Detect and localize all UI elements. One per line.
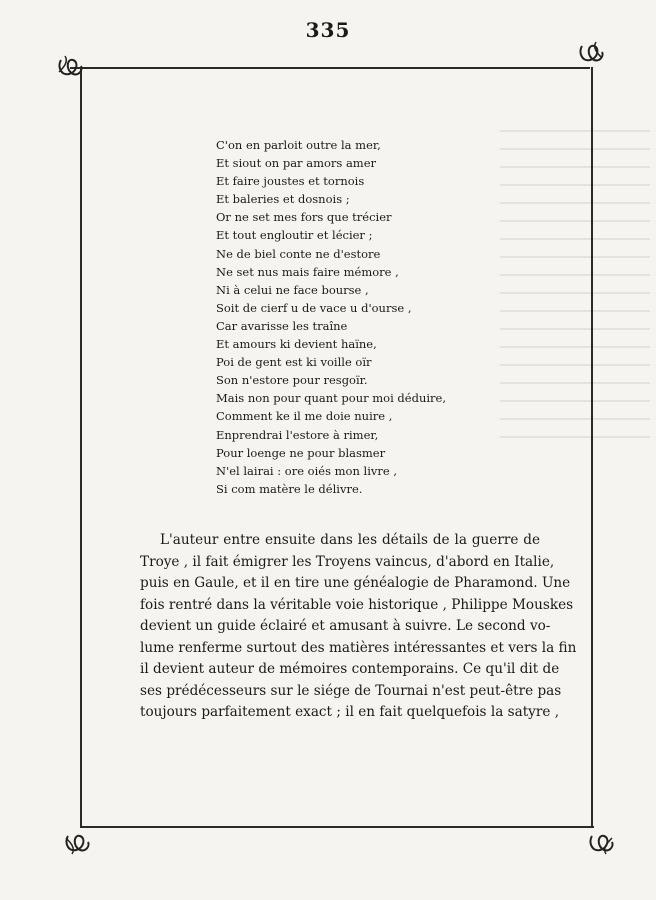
paragraph-line: devient un guide éclairé et amusant à suivre. Le second vo- (140, 618, 551, 634)
page-number: 335 (305, 18, 351, 42)
poem-line: Son n'estore pour resgoïr. (216, 373, 368, 388)
paragraph-line: L'auteur entre ensuite dans les détails de la guerre de (160, 532, 540, 548)
paragraph-line: Troye , il fait émigrer les Troyens vaincus, d'abord en Italie, (140, 553, 555, 570)
frame-left-border (80, 67, 82, 828)
poem-line: Et baleries et dosnois ; (216, 192, 350, 207)
poem-line: Ni à celui ne face bourse , (216, 282, 369, 297)
corner-ornament-icon (576, 38, 606, 68)
poem-line: Ne set nus mais faire mémore , (216, 264, 399, 279)
paragraph-line: puis en Gaule, et il en tire une généalogie de Pharamond. Une (140, 575, 571, 591)
paragraph-line: toujours parfaitement exact ; il en fait quelquefois la satyre , (140, 704, 560, 720)
paragraph-line: fois rentré dans la véritable voie historique , Philippe Mouskes (140, 596, 574, 613)
frame-bottom-border (82, 826, 594, 828)
poem-line: Enprendrai l'estore à rimer, (216, 427, 379, 442)
poem-line: Si com matère le délivre. (216, 481, 363, 496)
paragraph-line: il devient auteur de mémoires contemporains. Ce qu'il dit de (140, 661, 560, 677)
body-paragraph (140, 530, 577, 724)
poem-line: Car avarisse les traîne (216, 318, 348, 333)
bleed-through-texture (500, 130, 650, 450)
poem-line: C'on en parloit outre la mer, (216, 138, 381, 152)
poem-line: Or ne set mes fors que trécier (216, 210, 392, 225)
poem-line: Poi de gent est ki voille oïr (216, 355, 372, 370)
poem-line: Mais non pour quant pour moi déduire, (216, 391, 446, 406)
paragraph-line: ses prédécesseurs sur le siége de Tournai n'est peut-être pas (140, 682, 562, 699)
corner-ornament-icon (586, 828, 616, 858)
poem-line: N'el lairai : ore oiés mon livre , (216, 463, 397, 478)
poem-line: Ne de biel conte ne d'estore (216, 246, 381, 261)
corner-ornament-icon (55, 52, 85, 82)
poem-block (216, 136, 456, 498)
poem-line: Et amours ki devient haïne, (216, 337, 377, 352)
frame-top-border (70, 67, 590, 69)
corner-ornament-icon (62, 828, 92, 858)
poem-line: Et tout engloutir et lécier ; (216, 228, 373, 243)
poem-line: Pour loenge ne pour blasmer (216, 445, 386, 460)
poem-line: Et siout on par amors amer (216, 156, 377, 171)
poem-line: Soit de cierf u de vace u d'ourse , (216, 300, 412, 315)
paragraph-line: lume renferme surtout des matières intéressantes et vers la fin (140, 639, 577, 656)
poem-line: Comment ke il me doie nuire , (216, 409, 393, 424)
poem-line: Et faire joustes et tornois (216, 174, 365, 189)
